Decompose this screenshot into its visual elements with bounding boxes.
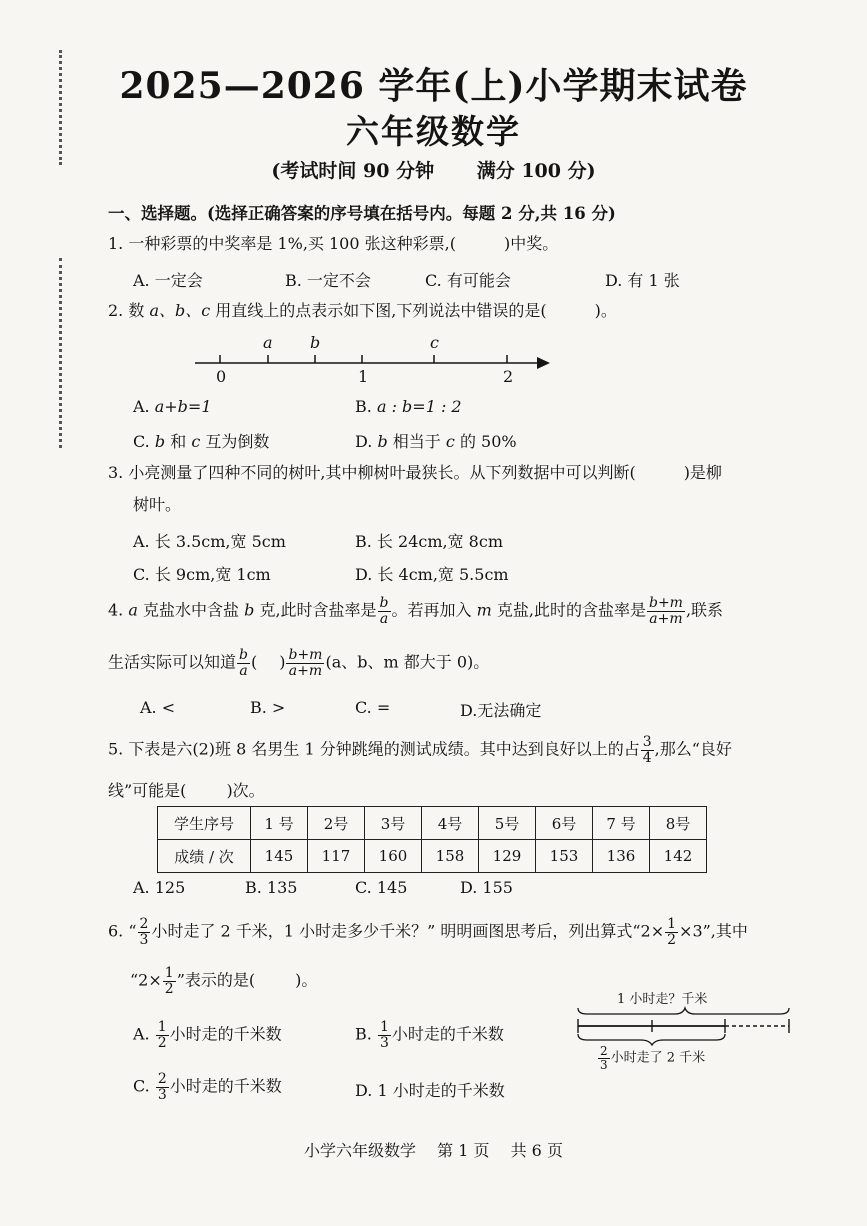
q1-stem: 1. 一种彩票的中奖率是 1%,买 100 张这种彩票,( )中奖。 [108, 234, 559, 253]
q4-fraction-bm-over-am: $\frac{b+m}{a+m}$ [648, 595, 683, 627]
numberline-tick-0: 0 [216, 367, 227, 386]
table-cell: 145 [251, 840, 308, 873]
page-footer [0, 1138, 867, 1161]
table-cell: 3号 [365, 807, 422, 840]
exam-info [0, 156, 867, 183]
q2-option-a: A. a+b=1 [133, 397, 212, 416]
numberline-label-a: a [263, 333, 273, 352]
jump-rope-score-table [157, 806, 707, 873]
table-cell: 129 [479, 840, 536, 873]
q5-stem: 5. 下表是六(2)班 8 名男生 1 分钟跳绳的测试成绩。其中达到良好以上的占 $\frac{3}{4}$ ,那么“良好 [108, 734, 732, 766]
footer-subject: 小学六年级数学 [304, 1141, 417, 1160]
q5-fraction-three-quarters: $\frac{3}{4}$ [642, 734, 652, 766]
table-cell: 142 [650, 840, 707, 873]
exam-time: (考试时间 90 分钟 [271, 160, 435, 182]
q6-stem: 6. “ $\frac{2}{3}$ 小时走了 2 千米，1 小时走多少千米？” 明明画图思考后，列出算式“2× $\frac{1}{2}$ ×3”,其中 [108, 916, 748, 948]
q3-option-a: A. 长 3.5cm,宽 5cm [133, 532, 286, 551]
q5-stem-line2: 线”可能是( )次。 [108, 781, 265, 800]
q4-option-d: D.无法确定 [460, 701, 542, 720]
exam-score: 满分 100 分) [476, 160, 596, 182]
segment-diagram [575, 1004, 800, 1046]
q6-option-c: C. $\frac{2}{3}$ 小时走的千米数 [133, 1071, 282, 1103]
q5-option-a: A. 125 [133, 878, 186, 897]
q3-stem: 3. 小亮测量了四种不同的树叶,其中柳树叶最狭长。从下列数据中可以判断( )是柳 [108, 463, 722, 482]
table-cell: 7 号 [593, 807, 650, 840]
q4-stem-line2: 生活实际可以知道 $\frac{b}{a}$ ( ) $\frac{b+m}{a+m}$ (a、b、m 都大于 0)。 [108, 647, 490, 679]
q3-option-c: C. 长 9cm,宽 1cm [133, 565, 271, 584]
q1-option-d: D. 有 1 张 [605, 271, 680, 290]
footer-page-number: 第 1 页 [437, 1141, 490, 1160]
diagram-bottom-label: $\frac{2}{3}$ 小时走了 2 千米 [600, 1044, 706, 1072]
q6-option-d: D. 1 小时走的千米数 [355, 1081, 505, 1100]
numberline-tick-1: 1 [358, 367, 369, 386]
exam-title: 2025—2026 学年(上)小学期末试卷 [119, 65, 748, 107]
q5-option-d: D. 155 [460, 878, 513, 897]
table-cell: 160 [365, 840, 422, 873]
q2-option-d: D. b 相当于 c 的 50% [355, 432, 517, 451]
numberline-label-b: b [310, 333, 321, 352]
numberline-label-c: c [430, 333, 439, 352]
table-cell: 1 号 [251, 807, 308, 840]
q1-option-b: B. 一定不会 [285, 271, 371, 290]
q4-fraction-b-over-a: $\frac{b}{a}$ [379, 595, 389, 627]
section-heading: 一、选择题。(选择正确答案的序号填在括号内。每题 2 分,共 16 分) [108, 204, 616, 223]
table-cell: 学生序号 [158, 807, 251, 840]
q4-option-c: C. = [355, 698, 391, 717]
q4-option-b: B. > [250, 698, 286, 717]
table-row [158, 840, 707, 873]
exam-subtitle: 六年级数学 [346, 112, 521, 151]
q5-option-c: C. 145 [355, 878, 408, 897]
q4-option-a: A. < [140, 698, 176, 717]
q4-stem: 4. a 克盐水中含盐 b 克,此时含盐率是 $\frac{b}{a}$ 。若再加入 m 克盐,此时的含盐率是 $\frac{b+m}{a+m}$ ,联系 [108, 595, 724, 627]
table-cell: 成绩 / 次 [158, 840, 251, 873]
table-header-row [158, 807, 707, 840]
q2-option-b: B. a : b=1 : 2 [355, 397, 462, 416]
table-cell: 117 [308, 840, 365, 873]
q3-stem-line2: 树叶。 [133, 495, 182, 514]
table-cell: 2号 [308, 807, 365, 840]
q3-option-b: B. 长 24cm,宽 8cm [355, 532, 503, 551]
table-cell: 8号 [650, 807, 707, 840]
table-cell: 6号 [536, 807, 593, 840]
diagram-top-label: 1 小时走？千米 [617, 992, 708, 1007]
q2-stem: 2. 数 a、b、c 用直线上的点表示如下图,下列说法中错误的是( )。 [108, 301, 617, 320]
q6-option-a: A. $\frac{1}{2}$ 小时走的千米数 [133, 1019, 282, 1051]
binding-dots-middle [59, 258, 65, 448]
q5-option-b: B. 135 [245, 878, 298, 897]
table-cell: 153 [536, 840, 593, 873]
q6-stem-line2: “2× $\frac{1}{2}$ ”表示的是( )。 [130, 965, 318, 997]
q1-option-a: A. 一定会 [133, 271, 203, 290]
q1-option-c: C. 有可能会 [425, 271, 511, 290]
table-cell: 5号 [479, 807, 536, 840]
table-cell: 4号 [422, 807, 479, 840]
q6-option-b: B. $\frac{1}{3}$ 小时走的千米数 [355, 1019, 504, 1051]
footer-total-pages: 共 6 页 [510, 1141, 563, 1160]
q2-option-c: C. b 和 c 互为倒数 [133, 432, 270, 451]
q3-option-d: D. 长 4cm,宽 5.5cm [355, 565, 509, 584]
table-cell: 136 [593, 840, 650, 873]
table-cell: 158 [422, 840, 479, 873]
numberline-tick-2: 2 [503, 367, 514, 386]
